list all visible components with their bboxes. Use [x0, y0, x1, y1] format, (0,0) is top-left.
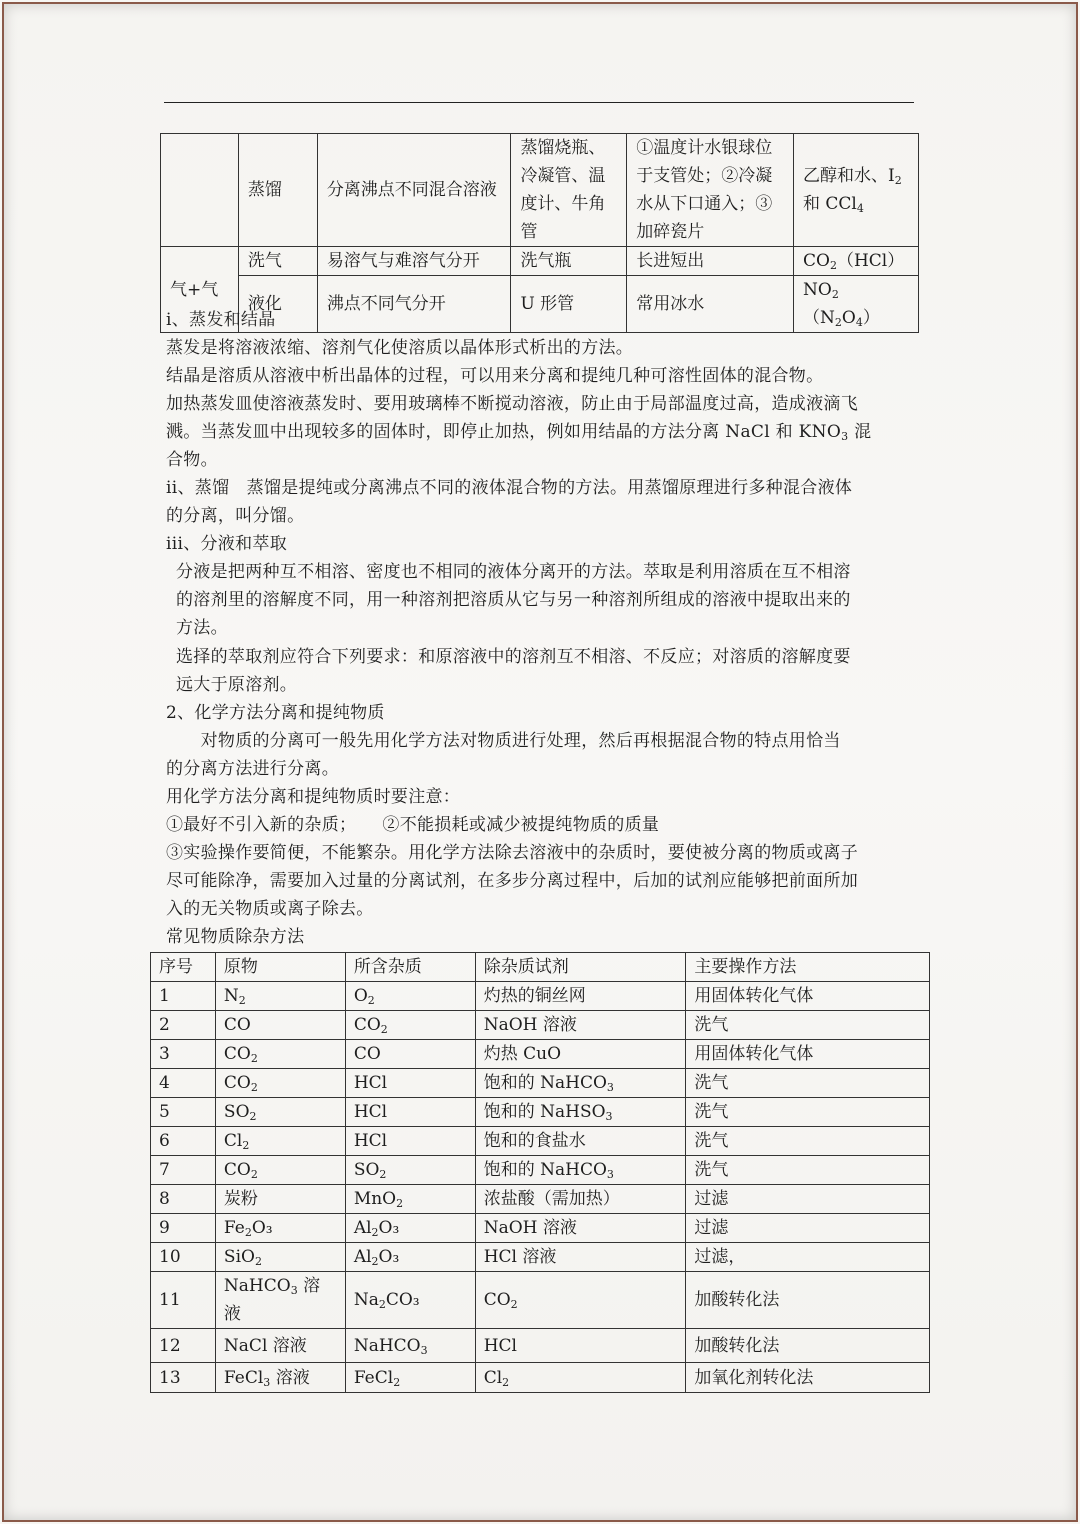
table-row — [151, 1011, 930, 1040]
table-cell: 洗气 — [238, 247, 317, 276]
table-cell: 加氧化剂转化法 — [686, 1363, 930, 1393]
paragraph: 分液是把两种互不相溶、密度也不相同的液体分离开的方法。萃取是利用溶质在互不相溶 — [176, 562, 851, 582]
paragraph: 方法。 — [176, 618, 228, 638]
paragraph: 加热蒸发皿使溶液蒸发时、要用玻璃棒不断搅动溶液，防止由于局部温度过高，造成液滴飞 — [166, 394, 858, 414]
table-cell — [161, 134, 239, 247]
table-cell: 乙醇和水、$I_2$ 和 CCl$_4$ — [794, 134, 919, 247]
table-cell: 5 — [151, 1098, 216, 1127]
table-cell: $CO_2$ — [215, 1040, 345, 1069]
column-header: 原物 — [215, 953, 345, 982]
table-row — [151, 1214, 930, 1243]
table-cell: 6 — [151, 1127, 216, 1156]
table-row — [151, 1363, 930, 1393]
table-cell: 饱和的 NaHSO$_3$ — [475, 1098, 686, 1127]
table-row — [151, 1069, 930, 1098]
column-header: 除杂质试剂 — [475, 953, 686, 982]
table-cell: 8 — [151, 1185, 216, 1214]
paragraph: 的分离方法进行分离。 — [166, 759, 339, 779]
table-cell: 蒸馏 — [238, 134, 317, 247]
table-cell: $SO_2$ — [345, 1156, 475, 1185]
table-cell: HCl — [345, 1127, 475, 1156]
table-cell: 气+气 — [161, 247, 239, 333]
header-rule — [164, 102, 914, 103]
table-cell: ①温度计水银球位于支管处；②冷凝水从下口通入；③加碎瓷片 — [627, 134, 794, 247]
table-cell: 用固体转化气体 — [686, 982, 930, 1011]
table-cell: 7 — [151, 1156, 216, 1185]
paragraph: 对物质的分离可一般先用化学方法对物质进行处理，然后再根据混合物的特点用恰当 — [166, 731, 841, 751]
table-cell: 灼热的铜丝网 — [475, 982, 686, 1011]
table-cell: $Al_2O_3$ — [345, 1243, 475, 1272]
table-cell: HCl — [475, 1329, 686, 1363]
table-cell: MnO$_2$ — [345, 1185, 475, 1214]
table-row — [151, 1243, 930, 1272]
table-cell: $Al_2O_3$ — [345, 1214, 475, 1243]
column-header: 所含杂质 — [345, 953, 475, 982]
table-cell: $N_2$ — [215, 982, 345, 1011]
paragraph: 结晶是溶质从溶液中析出晶体的过程，可以用来分离和提纯几种可溶性固体的混合物。 — [166, 366, 824, 386]
table-cell: 洗气 — [686, 1098, 930, 1127]
table-cell: 10 — [151, 1243, 216, 1272]
table-cell: 灼热 CuO — [475, 1040, 686, 1069]
table-row — [161, 247, 919, 276]
table-cell: 加酸转化法 — [686, 1329, 930, 1363]
section-heading: 2、化学方法分离和提纯物质 — [166, 703, 385, 723]
table-cell: 饱和的 NaHCO$_3$ — [475, 1156, 686, 1185]
table-row — [151, 1040, 930, 1069]
table-cell: 1 — [151, 982, 216, 1011]
table-cell: 洗气 — [686, 1127, 930, 1156]
table-cell: FeCl$_2$ — [345, 1363, 475, 1393]
table-cell: HCl 溶液 — [475, 1243, 686, 1272]
table-cell: 长进短出 — [627, 247, 794, 276]
table-row — [151, 1098, 930, 1127]
table-cell: 加酸转化法 — [686, 1272, 930, 1329]
paragraph: 用化学方法分离和提纯物质时要注意： — [166, 787, 461, 807]
table-row — [151, 1185, 930, 1214]
table-cell: $SO_2$ — [215, 1098, 345, 1127]
table-cell: NaOH 溶液 — [475, 1214, 686, 1243]
paragraph: 尽可能除净，需要加入过量的分离试剂，在多步分离过程中，后加的试剂应能够把前面所加 — [166, 871, 858, 891]
table-cell: 3 — [151, 1040, 216, 1069]
table-cell: $O_2$ — [345, 982, 475, 1011]
table-cell: 13 — [151, 1363, 216, 1393]
table-cell: NaHCO$_3$ — [345, 1329, 475, 1363]
table-cell: 过滤， — [686, 1243, 930, 1272]
table-cell: 11 — [151, 1272, 216, 1329]
paragraph: 合物。 — [166, 450, 218, 470]
table-cell: NaOH 溶液 — [475, 1011, 686, 1040]
table-cell: $Na_2CO_3$ — [345, 1272, 475, 1329]
table-cell: U 形管 — [511, 276, 627, 333]
section-heading: i、蒸发和结晶 — [166, 310, 276, 330]
table-cell: 分离沸点不同混合溶液 — [317, 134, 511, 247]
table-cell: $Cl_2$ — [475, 1363, 686, 1393]
table-cell: 洗气 — [686, 1156, 930, 1185]
table-cell: $CO_2$ — [215, 1069, 345, 1098]
table-cell: 洗气 — [686, 1011, 930, 1040]
table-row — [151, 1272, 930, 1329]
table-cell: 饱和的 NaHCO$_3$ — [475, 1069, 686, 1098]
table-cell: 炭粉 — [215, 1185, 345, 1214]
table-header-row — [151, 953, 930, 982]
paragraph: 蒸发是将溶液浓缩、溶剂气化使溶质以晶体形式析出的方法。 — [166, 338, 634, 358]
column-header: 主要操作方法 — [686, 953, 930, 982]
table-caption: 常见物质除杂方法 — [166, 927, 305, 947]
table-cell: $CO_2$ — [475, 1272, 686, 1329]
table-row — [151, 1329, 930, 1363]
table-row — [151, 1156, 930, 1185]
table-row — [151, 1127, 930, 1156]
paragraph: 选择的萃取剂应符合下列要求：和原溶液中的溶剂互不相溶、不反应；对溶质的溶解度要 — [176, 647, 851, 667]
table-cell: 沸点不同气分开 — [317, 276, 511, 333]
paragraph: ①最好不引入新的杂质； ②不能损耗或减少被提纯物质的质量 — [166, 815, 660, 835]
table-cell: NaHCO$_3$ 溶液 — [215, 1272, 345, 1329]
section-heading: iii、分液和萃取 — [166, 534, 288, 554]
paragraph: ii、蒸馏 蒸馏是提纯或分离沸点不同的液体混合物的方法。用蒸馏原理进行多种混合液体 — [166, 478, 853, 498]
paragraph: ③实验操作要简便，不能繁杂。用化学方法除去溶液中的杂质时，要使被分离的物质或离子 — [166, 843, 858, 863]
table-cell: 易溶气与难溶气分开 — [317, 247, 511, 276]
paragraph: 溅。当蒸发皿中出现较多的固体时，即停止加热，例如用结晶的方法分离 NaCl 和 $KNO_3$ 混 — [166, 422, 872, 443]
paragraph: 远大于原溶剂。 — [176, 675, 298, 695]
table-cell: SiO$_2$ — [215, 1243, 345, 1272]
table-cell: 洗气瓶 — [511, 247, 627, 276]
table-cell: 用固体转化气体 — [686, 1040, 930, 1069]
table-cell: 12 — [151, 1329, 216, 1363]
column-header: 序号 — [151, 953, 216, 982]
table-row — [161, 134, 919, 247]
paragraph: 的溶剂里的溶解度不同，用一种溶剂把溶质从它与另一种溶剂所组成的溶液中提取出来的 — [176, 590, 851, 610]
table-cell: CO — [215, 1011, 345, 1040]
table-cell: CO — [345, 1040, 475, 1069]
table-cell: HCl — [345, 1098, 475, 1127]
table-cell: $CO_2$ — [345, 1011, 475, 1040]
table-cell: 液化 — [238, 276, 317, 333]
table-cell: 过滤 — [686, 1214, 930, 1243]
table-cell: 2 — [151, 1011, 216, 1040]
table-cell: FeCl$_3$ 溶液 — [215, 1363, 345, 1393]
table-row — [151, 982, 930, 1011]
table-cell: NaCl 溶液 — [215, 1329, 345, 1363]
table-cell: 饱和的食盐水 — [475, 1127, 686, 1156]
table-cell: HCl — [345, 1069, 475, 1098]
table-cell: 常用冰水 — [627, 276, 794, 333]
table-cell: 蒸馏烧瓶、冷凝管、温度计、牛角管 — [511, 134, 627, 247]
table-cell: $NO_2(N_2O_4)$ — [794, 276, 919, 333]
impurity-removal-table — [150, 952, 930, 1393]
table-cell: $CO_2$ — [215, 1156, 345, 1185]
table-cell: 过滤 — [686, 1185, 930, 1214]
table-cell: 洗气 — [686, 1069, 930, 1098]
table-cell: $Cl_2$ — [215, 1127, 345, 1156]
paragraph: 的分离，叫分馏。 — [166, 506, 305, 526]
table-cell: 浓盐酸（需加热） — [475, 1185, 686, 1214]
table-cell: 4 — [151, 1069, 216, 1098]
paragraph: 入的无关物质或离子除去。 — [166, 899, 374, 919]
table-cell: $Fe_2O_3$ — [215, 1214, 345, 1243]
separation-methods-table — [160, 133, 919, 333]
table-cell: 9 — [151, 1214, 216, 1243]
table-cell: $CO_2(HCl)$ — [794, 247, 919, 276]
